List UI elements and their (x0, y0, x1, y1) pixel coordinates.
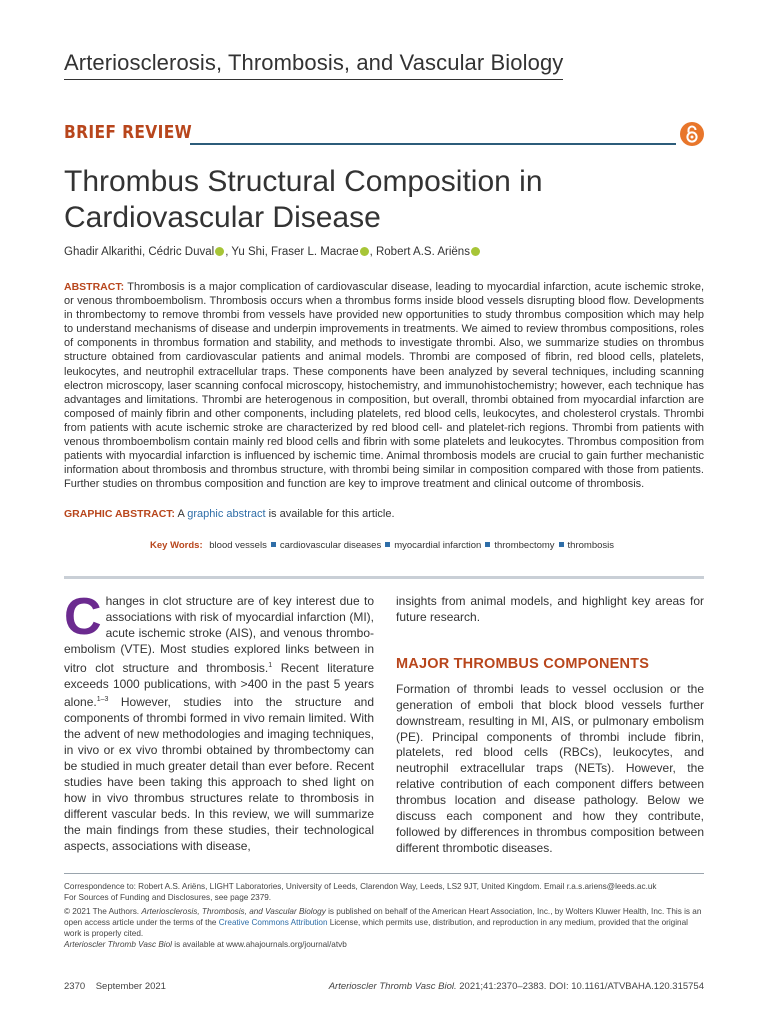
keyword[interactable]: blood vessels (209, 540, 267, 551)
abstract (64, 280, 704, 491)
keywords-label: Key Words: (150, 540, 203, 551)
article-title (64, 164, 684, 236)
open-access-icon[interactable] (680, 122, 704, 146)
availability-note (64, 939, 704, 950)
graphic-abstract-note (64, 508, 704, 520)
page-footer-citation (329, 981, 704, 992)
intro-text: However, studies into the structure and components of thrombi formed in vivo remain limited. With the advent of new methodologies and imaging techniques, in vivo or ex vivo thrombi obtained by thrombectomy can be studied in much greater detail than ever before. Recent studies have been taking this approach to shed light on how in vivo thrombus structures relate to thrombosis in different vascular beds. In this review, we will summarize the main findings from these studies, their technological aspects, associations with disease, (64, 695, 374, 853)
body-column-right (396, 594, 704, 857)
issue-date: September 2021 (95, 981, 166, 992)
keyword[interactable]: thrombosis (567, 540, 614, 551)
article-type-label: BRIEF REVIEW (64, 122, 193, 143)
body-column-left (64, 588, 374, 855)
keyword[interactable]: thrombectomy (494, 540, 555, 551)
funding-note: For Sources of Funding and Disclosures, see page 2379. (64, 893, 272, 903)
availability-journal: Arterioscler Thromb Vasc Biol (64, 940, 172, 950)
author-name[interactable]: Ghadir Alkarithi, (64, 246, 149, 258)
citation-ref[interactable]: 1–3 (96, 696, 109, 704)
author-separator[interactable]: , Yu Shi, (225, 246, 272, 258)
orcid-icon[interactable] (360, 247, 369, 256)
footnotes (64, 881, 704, 951)
keyword-bullet (559, 542, 564, 547)
journal-title[interactable]: Arteriosclerosis, Thrombosis, and Vascular Biology (64, 50, 563, 80)
keyword-bullet (271, 542, 276, 547)
abstract-label: ABSTRACT: (64, 281, 125, 293)
copyright-journal: Arteriosclerosis, Thrombosis, and Vascular Biology (141, 907, 326, 917)
graphic-abstract-link[interactable]: graphic abstract (187, 508, 266, 520)
keyword-bullet (485, 542, 490, 547)
keyword[interactable]: myocardial infarction (394, 540, 482, 551)
keyword-bullet (385, 542, 390, 547)
copyright-text: License, which permits use, distribution, and reproduction in any medium, provided that the original work is properly cited. (64, 918, 688, 939)
orcid-icon[interactable] (215, 247, 224, 256)
abstract-text: Thrombosis is a major complication of cardiovascular disease, leading to myocardial infarction, acute ischemic stroke, or venous thromboembolism. Thrombosis occurs when a thrombus forms inside blood vessels disrupting blood flow. Developments in thrombectomy to remove thrombi from vessels have provided new opportunities to study thrombus composition which may help to understand mechanisms of disease and underpin improvements in treatments. We aimed to review thrombus compositions, roles of components in thrombus formation and stability, and methods to investigate thrombi. Also, we summarize studies on thrombus structure obtained from cardiovascular patients and animal models. Thrombi are composed of fibrin, red blood cells, platelets, leukocytes, and neutrophil extracellular traps. These components have been analyzed by several techniques, including scanning electron microscopy, laser scanning confocal microscopy, histochemistry, and immunohistochemistry; however, each technique has advantages and limitations. Thrombi are heterogenous in composition, but overall, thrombi obtained from myocardial infarction are composed of mainly fibrin and other components, including platelets, red blood cells, leukocytes, and cholesterol crystals. Thrombi from patients with acute ischemic stroke are characterized by red blood cell- and platelet-rich regions. Thrombi from patients with venous thromboembolism contain mainly red blood cells and fibrin with some platelets and leukocytes. Thrombus composition from patients with myocardial infarction is influenced by ischemic time. Animal thrombosis models are crucial to gain further mechanistic information about thrombosis and thrombus structure, with thrombi being similar in composition compared with those from patients. Further studies on thrombus composition and function are key to improve treatment and clinical outcome of thrombosis. (64, 281, 704, 491)
copyright-text: is published on behalf of the American Heart Association, Inc., by Wolters Kluwer Health, Inc. This is an open access article under the terms of the (64, 907, 702, 928)
author-name[interactable]: Robert A.S. Ariëns (375, 246, 470, 258)
header-rule (190, 143, 676, 145)
section-paragraph: Formation of thrombi leads to vessel occlusion or the generation of emboli that block blood vessels further downstream, resulting in MI, AIS, or pulmonary embolism (PE). Principal components of thrombi include fibrin, platelets, red blood cells (RBCs), leukocytes, and neutrophil extracellular traps (NETs). However, the relative contribution of each component differs between thrombus location and disease pathology. Below we discuss each component and how they contribute, followed by differences in thrombus composition between different thrombotic diseases. (396, 681, 704, 855)
orcid-icon[interactable] (471, 247, 480, 256)
citation-journal: Arterioscler Thromb Vasc Biol. (328, 981, 457, 992)
graphic-abstract-text: is available for this article. (265, 508, 395, 520)
intro-continuation: insights from animal models, and highlight key areas for future research. (396, 594, 704, 624)
section-heading: MAJOR THROMBUS COMPONENTS (396, 655, 650, 672)
correspondence-note: Correspondence to: Robert A.S. Ariëns, LIGHT Laboratories, University of Leeds, Clarendon Way, Leeds, LS2 9JT, United Kingdom. Email r.a.s.ariens@leeds.ac.uk (64, 882, 657, 891)
keywords (150, 540, 710, 551)
page-footer-left (64, 981, 166, 992)
page-number: 2370 (64, 981, 86, 992)
author-list (64, 246, 704, 258)
intro-text: Recent literature exceeds 1000 publications, with >400 in the past 5 years alone. (64, 660, 374, 710)
copyright-note (64, 906, 704, 939)
author-separator: , (369, 246, 376, 258)
article-title-line-1: Thrombus Structural Composition in (64, 165, 543, 198)
section-divider (64, 576, 704, 579)
footnote-divider (64, 873, 704, 874)
citation-ref[interactable]: 1 (268, 661, 273, 669)
license-link[interactable]: Creative Commons Attribution (218, 918, 328, 928)
keyword[interactable]: cardiovascular diseases (279, 540, 382, 551)
availability-text: is available at www.ahajournals.org/journal/atvb (171, 940, 347, 950)
author-name[interactable]: Fraser L. Macrae (271, 246, 359, 258)
copyright-text: © 2021 The Authors. (64, 907, 142, 917)
drop-cap: C (64, 588, 102, 646)
citation-details: 2021;41:2370–2383. DOI: 10.1161/ATVBAHA.120.315754 (456, 981, 704, 992)
author-name[interactable]: Cédric Duval (148, 246, 215, 258)
graphic-abstract-label: GRAPHIC ABSTRACT: (64, 508, 176, 520)
intro-paragraph (64, 588, 374, 855)
graphic-abstract-text: A (175, 508, 188, 520)
article-title-line-2: Cardiovascular Disease (64, 201, 381, 234)
intro-text: hanges in clot structure are of key interest due to associations with risk of myocardial infarction (MI), acute ischemic stroke (AIS), and venous thrombo-embolism (VTE). Most studies explored links between in vitro clot structure and thrombosis. (64, 594, 374, 675)
